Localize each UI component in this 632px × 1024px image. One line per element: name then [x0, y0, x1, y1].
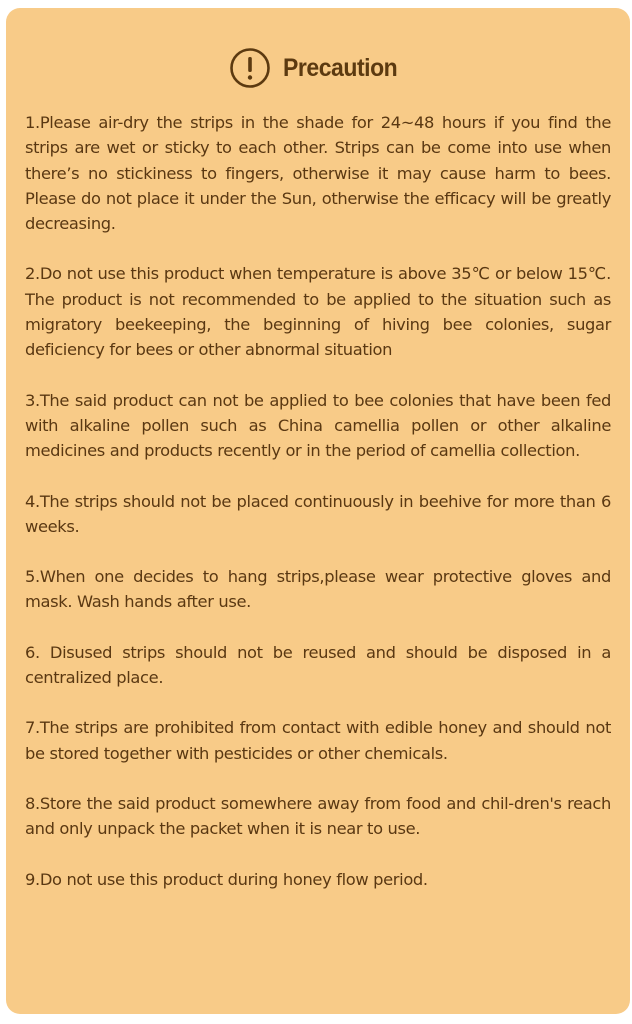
precaution-item-7: 7.The strips are prohibited from contact with edible honey and should not be stored together with pesticides or other chemicals.: [25, 718, 611, 763]
precaution-item-2: 2.Do not use this product when temperature is above 35℃ or below 15℃. The product is not recommended to be applied to the situation such as migratory beekeeping, the beginning of hiving bee colonies, sugar deficiency for bees or other abnormal situation: [25, 264, 611, 360]
precaution-item-5: 5.When one decides to hang strips,please wear protective gloves and mask. Wash hands after use.: [25, 567, 611, 612]
precaution-card: [6, 8, 630, 1014]
precaution-item-8: 8.Store the said product somewhere away from food and chil-dren's reach and only unpack the packet when it is near to use.: [25, 793, 611, 839]
precaution-header: [6, 44, 630, 92]
precaution-item-9: 9.Do not use this product during honey flow period.: [25, 869, 428, 889]
exclamation-circle-icon: [229, 47, 271, 89]
precaution-item-3: 3.The said product can not be applied to bee colonies that have been fed with alkaline pollen such as China camellia pollen or other alkaline medicines and products recently or in the period of camellia collection.: [25, 390, 611, 461]
precaution-item-6: 6. Disused strips should not be reused and should be disposed in a centralized place.: [25, 642, 611, 688]
precaution-list: [25, 110, 611, 892]
precaution-item-4: 4.The strips should not be placed continuously in beehive for more than 6 weeks.: [25, 491, 611, 536]
precaution-item-1: 1.Please air-dry the strips in the shade for 24~48 hours if you find the strips are wet or sticky to each other. Strips can be come into use when there’s no stickiness to fingers, otherwise it may cause harm to bees. Please do not place it under the Sun, otherwise the efficacy will be greatly decreasing.: [25, 113, 611, 234]
page-title: Precaution: [282, 53, 398, 82]
